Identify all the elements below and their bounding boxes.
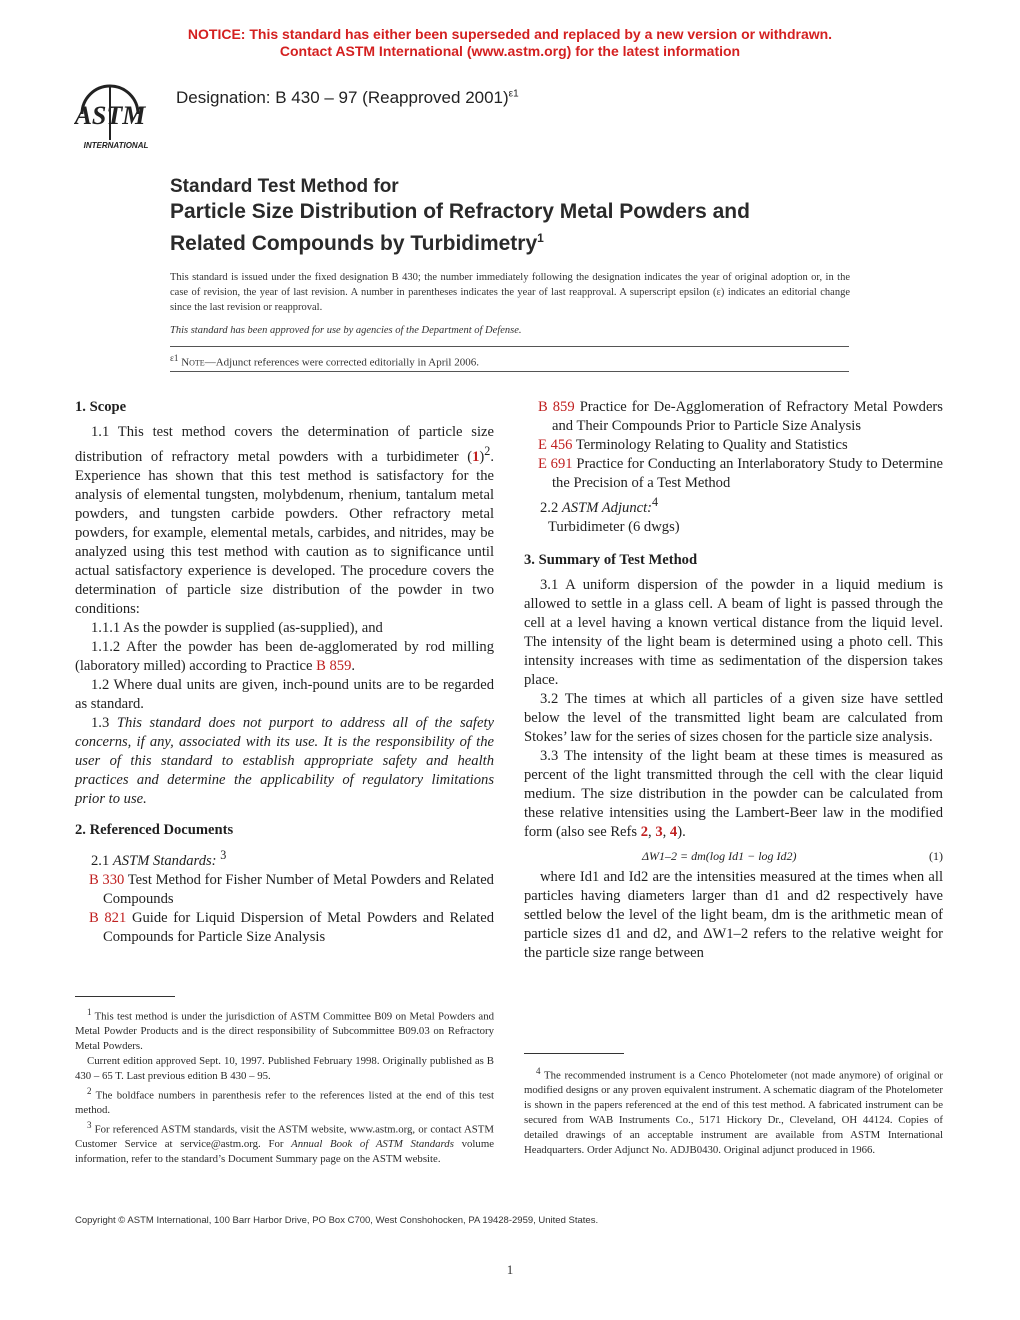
title-line-2: Particle Size Distribution of Refractory Metal Powders and (170, 200, 750, 223)
link-e691[interactable]: E 691 (538, 456, 573, 472)
equation-expression: ΔW1–2 = dm(log Id1 − log Id2) (642, 848, 797, 863)
p11-text-a: 1.1 This test method covers the determination of particle size distribution of refractory metal powders with a turbidimeter ( (75, 424, 494, 465)
reference-b859-title: Practice for De-Agglomeration of Refractory Metal Powders and Their Compounds Prior to Particle Size Analysis (552, 399, 943, 434)
footnote-4: $^4$ The recommended instrument is a Cenco Photelometer (not made anymore) of original or modified designs or any proven equivalent instrument. A schematic diagram of the Photelometer is shown in the papers referenced at the end of this test method. A fabricated instrument can be secured from WAB Instruments Co., 5171 Hickory Dr., Cleveland, OH 44124. Copies of detailed drawings of an acceptable instrument are available from ASTM International Headquarters. Order Adjunct No. ADJB0430. Original adjunct produced in 1966. (524, 1066, 943, 1156)
designation (176, 88, 519, 108)
where-paragraph: where Id1 and Id2 are the intensities measured at the times when all particles having diameters larger than d1 and d2 respectively have settled below the level of the light beam, dm is the arithmetic mean of particle sizes d1 and d2, and ΔW1–2 refers to the relative weight for the particle size range between (524, 868, 943, 961)
logo-lettering: ASTM (74, 101, 146, 130)
section-heading-summary: 3. Summary of Test Method (524, 551, 698, 568)
section-heading-scope: 1. Scope (75, 399, 127, 415)
document-title (170, 175, 870, 257)
astm-adjunct-label: ASTM Adjunct: (561, 499, 653, 516)
designation-sup: ε1 (508, 88, 519, 100)
ref-link-1[interactable]: 1 (472, 448, 480, 465)
title-line-1: Standard Test Method for (170, 176, 399, 197)
link-b821[interactable]: B 821 (89, 909, 127, 926)
reference-b859 (524, 398, 943, 436)
footnote-1-text: This test method is under the jurisdiction of ASTM Committee B09 on Metal Powders and Metal Powder Products and is the direct responsibility of Subcommittee B09.03 on Refractory Metal Powders. (75, 1010, 494, 1053)
page-number: 1 (506, 1262, 514, 1277)
right-column (524, 398, 943, 963)
paragraph-1-2: 1.2 Where dual units are given, inch-pound units are to be regarded as standard. (75, 676, 494, 712)
editorial-note-text: —Adjunct references were corrected editorially in April 2006. (204, 356, 479, 369)
link-b859[interactable]: B 859 (316, 657, 352, 674)
p33-text: 3.3 The intensity of the light beam at these times is measured as percent of the light transmitted through the cell with the clear liquid medium. The size distribution in the powder can be calculated from these relative intensities using the Lambert-Beer law in the modified form (also see Refs (524, 747, 943, 840)
footnote-3-book: Annual Book of ASTM Standards (291, 1138, 454, 1151)
paragraph-1-1-1: 1.1.1 As the powder is supplied (as-supplied), and (91, 619, 383, 636)
dod-approval: This standard has been approved for use by agencies of the Department of Defense. (170, 325, 522, 336)
equation-number: (1) (929, 848, 943, 863)
paragraph-2-2 (524, 493, 943, 518)
section-heading-referenced-documents: 2. Referenced Documents (75, 821, 234, 838)
p21-num: 2.1 (91, 852, 113, 869)
footnote-3-text-b: volume information, refer to the standard’s Document Summary page on the ASTM website. (75, 1138, 495, 1165)
reference-e691 (524, 455, 943, 493)
paragraph-1-1: 1.1 This test method covers the determination of particle size distribution of refractory metal powders with a turbidimeter $(1)^2$. Experience has shown that this test method is satisfactory for the analysis of elemental tungsten, molybdenum, rhenium, tantalum metal powders, and tungsten carbide powders. Other refractory metal powders, for example, elemental metals, carbides, and nitrides, may be analyzed using this test method with caution as to significance until actual satisfactory experience is developed. The procedure covers the determination of particle size distribution of the powder in two conditions: (75, 424, 494, 617)
safety-statement: This standard does not purport to address all of the safety concerns, if any, associated with its use. It is the responsibility of the user of this standard to establish appropriate safety and health practices and determine the applicability of regulatory limitations prior to use. (75, 714, 494, 807)
paragraph-3-2: 3.2 The times at which all particles of a given size have settled below the level of the transmitted light beam are calculated from Stokes’ law for the series of sizes chosen for the particle size analysis. (524, 690, 943, 745)
ref-link-4[interactable]: 4 (669, 823, 678, 840)
footnote-rule (524, 1053, 624, 1054)
footnote-1-edition: Current edition approved Sept. 10, 1997. Published February 1998. Originally published as B 430 – 65 T. Last previous edition B 430 – 95. (75, 1054, 494, 1082)
divider (170, 346, 849, 347)
reference-b330-title: Test Method for Fisher Number of Metal Powders and Related Compounds (103, 871, 494, 907)
reference-e691-title: Practice for Conducting an Interlaboratory Study to Determine the Precision of a Test Method (552, 456, 943, 491)
reference-e456-title: Terminology Relating to Quality and Statistics (575, 437, 848, 453)
astm-logo (74, 78, 162, 152)
ref-link-3[interactable]: 3 (655, 823, 663, 840)
divider (170, 371, 849, 372)
designation-text: Designation: B 430 – 97 (Reapproved 2001) (176, 88, 509, 107)
footnote-1: $^1$ This test method is under the jurisdiction of ASTM Committee B09 on Metal Powders and Metal Powder Products and is the direct responsibility of Subcommittee B09.03 on Refractory Metal Powders. (75, 1007, 494, 1053)
p112-text: 1.1.2 After the powder has been de-agglomerated by rod milling (laboratory milled) according to Practice (75, 638, 494, 674)
link-b330[interactable]: B 330 (89, 871, 125, 888)
footnote-ref-2[interactable]: 2 (484, 444, 491, 458)
left-footnotes (75, 996, 494, 1167)
copyright-line: Copyright © ASTM International, 100 Barr Harbor Drive, PO Box C700, West Conshohocken, PA 19428-2959, United States. (75, 1215, 599, 1226)
reference-b821 (75, 909, 494, 947)
notice-line-1: NOTICE: This standard has either been superseded and replaced by a new version or withdrawn. (187, 26, 833, 42)
footnote-2-text: The boldface numbers in parenthesis refer to the references listed at the end of this test method. (75, 1089, 494, 1116)
editorial-note-label: Note (181, 356, 205, 369)
left-column (75, 398, 494, 947)
footnote-rule (75, 996, 175, 997)
ref-link-2[interactable]: 2 (640, 823, 649, 840)
astm-standards-label: ASTM Standards: (112, 852, 217, 869)
paragraph-3-1: 3.1 A uniform dispersion of the powder in a liquid medium is allowed to settle in a glass cell. A beam of light is passed through the cell at a level having a known vertical distance from the liquid level. The intensity of the light beam is determined using a photo cell. This intensity increases with time as sedimentation of the dispersion takes place. (524, 576, 943, 688)
footnote-2: $^2$ The boldface numbers in parenthesis refer to the references listed at the end of this test method. (75, 1085, 494, 1116)
notice-line-2: Contact ASTM International (www.astm.org) for the latest information (279, 43, 741, 59)
paragraph-2-1 (75, 846, 494, 871)
paragraph-1-1-2: 1.1.2 After the powder has been de-agglomerated by rod milling (laboratory milled) according to Practice B 859. (75, 638, 494, 674)
editorial-note-mark: ε1 (170, 353, 179, 363)
p13-num: 1.3 (91, 714, 117, 731)
editorial-note (170, 353, 479, 369)
p22-num: 2.2 (540, 499, 562, 516)
footnote-3-text-a: For referenced ASTM standards, visit the ASTM website, www.astm.org, or contact ASTM Customer Service at service@astm.org. For (75, 1123, 494, 1151)
right-footnotes (524, 1053, 943, 1157)
reference-b330 (75, 871, 494, 909)
adjunct-item: Turbidimeter (6 dwgs) (548, 518, 680, 535)
logo-sub-lettering: INTERNATIONAL (83, 141, 149, 150)
reference-e456 (524, 436, 943, 455)
footnote-3: $^3$ For referenced ASTM standards, visit the ASTM website, www.astm.org, or contact ASTM Customer Service at service@astm.org. For Annual Book of ASTM Standards volume information, refer to the standard’s Document Summary page on the ASTM website. (75, 1119, 495, 1165)
footnote-4-text: The recommended instrument is a Cenco Photelometer (not made anymore) of original or modified designs or any proven equivalent instrument. A schematic diagram of the Photelometer is shown in the papers referenced at the end of this test method. A fabricated instrument can be secured from WAB Instruments Co., 5171 Hickory Dr., Cleveland, OH 44124. Copies of detailed drawings of an acceptable instrument are available from ASTM International Headquarters. Order Adjunct No. ADJB0430. Original adjunct produced in 1966. (524, 1069, 943, 1156)
footnote-ref-4[interactable]: 4 (652, 495, 659, 509)
equation-1 (524, 842, 943, 868)
reference-b821-title: Guide for Liquid Dispersion of Metal Powders and Related Compounds for Particle Size Analysis (103, 909, 495, 945)
title-line-3 (170, 225, 870, 257)
p11-text-b: . Experience has shown that this test method is satisfactory for the analysis of elemental tungsten, molybdenum, rhenium, tantalum metal powders, and tungsten carbide powders. Other refractory metal powders, for example, elemental metals, carbides, and nitrides, may be analyzed using this test method with caution as to significance until actual satisfactory experience is developed. The procedure covers the determination of particle size distribution of the powder in two conditions: (75, 448, 494, 617)
withdrawn-notice (0, 26, 1020, 60)
paragraph-1-3 (75, 714, 494, 809)
footnote-ref-3[interactable]: 3 (220, 847, 227, 862)
paragraph-3-3: 3.3 The intensity of the light beam at these times is measured as percent of the light transmitted through the cell with the clear liquid medium. The size distribution in the powder can be calculated from these relative intensities using the Lambert-Beer law in the modified form (also see Refs 2, 3, 4). (524, 747, 943, 840)
standard-intro: This standard is issued under the fixed designation B 430; the number immediately following the designation indicates the year of original adoption or, in the case of revision, the year of last revision. A number in parentheses indicates the year of last reapproval. A superscript epsilon (ε) indicates an editorial change since the last revision or reapproval. (170, 272, 850, 313)
title-line-3-text: Related Compounds by Turbidimetry (170, 232, 538, 255)
link-b859-ref[interactable]: B 859 (538, 399, 575, 415)
link-e456[interactable]: E 456 (538, 437, 573, 453)
title-sup: 1 (537, 231, 544, 245)
